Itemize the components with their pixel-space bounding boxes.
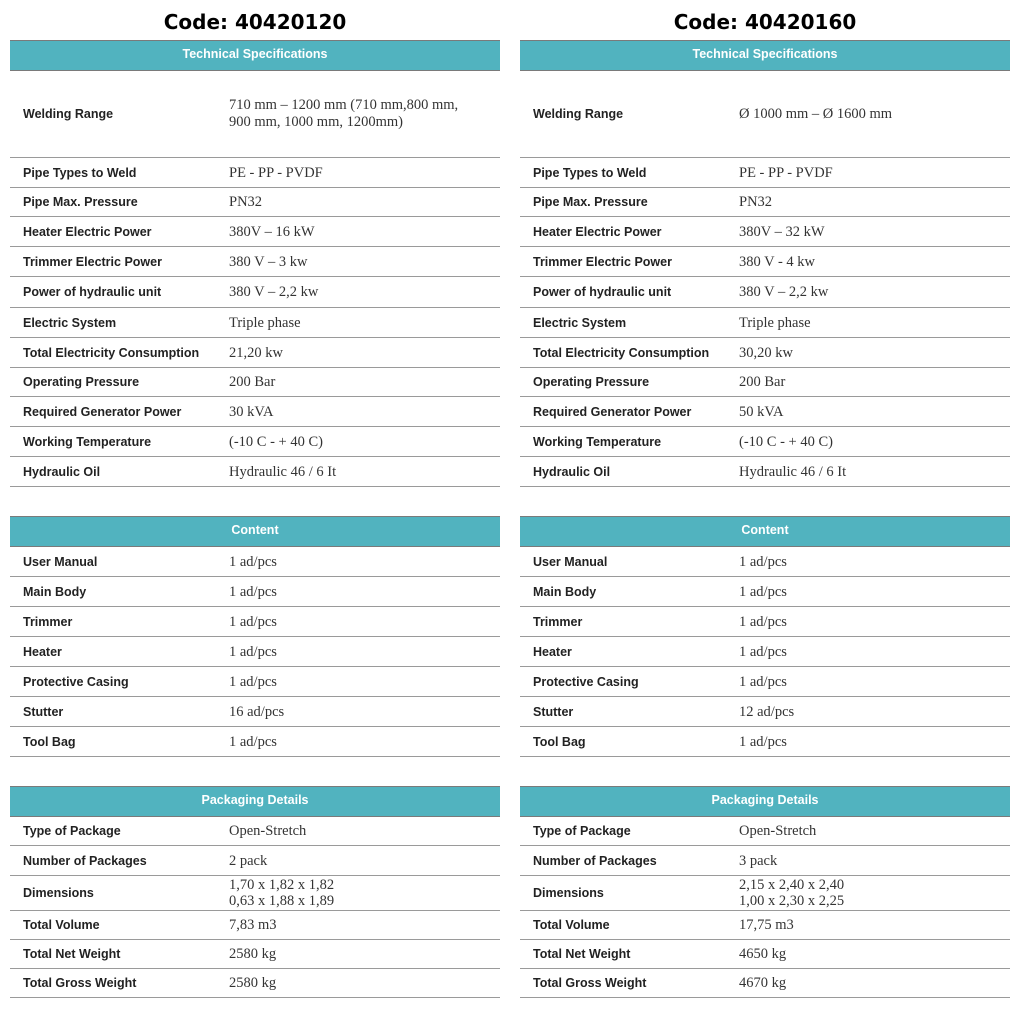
row-label: Tool Bag (23, 734, 76, 749)
table-row (10, 247, 500, 277)
row-label: Total Electricity Consumption (23, 345, 200, 360)
table-row (520, 397, 1010, 427)
table-row (10, 876, 500, 911)
row-value: PE - PP - PVDF (229, 164, 323, 181)
table-row (520, 247, 1010, 277)
row-label: Trimmer (23, 614, 73, 629)
table-row (10, 697, 500, 727)
row-value: 2580 kg (229, 975, 277, 991)
table-row (10, 277, 500, 308)
row-value: 1 ad/pcs (229, 613, 277, 630)
table-row (520, 547, 1010, 577)
row-value: 1 ad/pcs (229, 733, 277, 750)
product-column-left (10, 0, 500, 998)
row-value: 200 Bar (739, 374, 786, 390)
row-value: 4650 kg (739, 946, 787, 962)
row-value: (-10 C - + 40 C) (229, 433, 323, 450)
row-label: Protective Casing (533, 674, 639, 689)
row-label: Heater (533, 644, 572, 659)
row-label: Pipe Types to Weld (533, 165, 647, 180)
table-row (10, 308, 500, 338)
row-value: 21,20 kw (229, 344, 283, 361)
row-value: 1 ad/pcs (739, 583, 787, 600)
row-label: Type of Package (533, 824, 631, 838)
table-row (10, 457, 500, 486)
table-row (520, 876, 1010, 911)
row-label: Type of Package (23, 824, 121, 838)
row-value: Hydraulic 46 / 6 It (229, 463, 337, 480)
table-row (10, 71, 500, 158)
row-label: Protective Casing (23, 674, 129, 689)
row-value-line: 0,63 x 1,88 x 1,89 (229, 893, 335, 909)
table-row (10, 427, 500, 457)
section-header: Packaging Details (520, 786, 1010, 817)
table-row (520, 158, 1010, 188)
table-row (520, 637, 1010, 667)
row-label: Pipe Max. Pressure (533, 195, 648, 209)
row-label: Trimmer Electric Power (533, 254, 672, 269)
row-label: Hydraulic Oil (23, 464, 101, 479)
row-value-line: 1,70 x 1,82 x 1,82 (229, 877, 335, 893)
row-value: Open-Stretch (229, 823, 307, 839)
row-value (229, 877, 500, 909)
row-label: Main Body (23, 584, 87, 599)
row-value: 30 kVA (229, 403, 274, 420)
table-row (10, 911, 500, 940)
table-row (520, 188, 1010, 217)
row-label: Working Temperature (533, 434, 662, 449)
table-row (10, 667, 500, 697)
section-header: Content (520, 516, 1010, 547)
table-row (520, 817, 1010, 846)
section-header: Technical Specifications (10, 40, 500, 71)
tech-spec-table (10, 40, 500, 487)
row-label: Working Temperature (23, 434, 152, 449)
row-label: Operating Pressure (533, 375, 650, 389)
row-value: 2 pack (229, 852, 268, 869)
row-label: Trimmer Electric Power (23, 254, 162, 269)
row-label: Dimensions (533, 886, 604, 900)
table-row (520, 577, 1010, 607)
row-value: 1 ad/pcs (739, 733, 787, 750)
row-value: 380V – 16 kW (229, 223, 315, 240)
table-row (520, 277, 1010, 308)
row-label: Total Volume (23, 918, 100, 932)
row-value: Triple phase (229, 314, 301, 331)
row-label: Heater (23, 644, 62, 659)
table-row (520, 71, 1010, 158)
packaging-table (520, 786, 1010, 998)
row-value: Ø 1000 mm – Ø 1600 mm (739, 105, 893, 122)
table-row (520, 217, 1010, 247)
table-row (520, 667, 1010, 697)
row-label: Total Net Weight (533, 947, 631, 961)
row-label: Tool Bag (533, 734, 586, 749)
row-value: 380 V – 2,2 kw (229, 284, 319, 300)
table-row (10, 188, 500, 217)
row-value: 16 ad/pcs (229, 703, 285, 720)
table-row (10, 969, 500, 997)
row-value: 12 ad/pcs (739, 703, 795, 720)
product-column-right (520, 0, 1010, 998)
section-header: Technical Specifications (520, 40, 1010, 71)
row-label: Hydraulic Oil (533, 464, 611, 479)
row-label: Main Body (533, 584, 597, 599)
table-row (10, 637, 500, 667)
table-row (10, 158, 500, 188)
table-row (520, 697, 1010, 727)
row-value: Triple phase (739, 314, 811, 331)
row-label: Heater Electric Power (23, 224, 152, 239)
row-value: 710 mm – 1200 mm (710 mm,800 mm, 900 mm, 1000 mm, 1200mm) (229, 97, 459, 130)
table-row (520, 457, 1010, 486)
row-value: (-10 C - + 40 C) (739, 433, 833, 450)
row-value (739, 877, 1010, 909)
row-label: User Manual (23, 554, 98, 569)
row-label: Trimmer (533, 614, 583, 629)
table-row (10, 607, 500, 637)
row-label: Power of hydraulic unit (23, 285, 162, 299)
row-label: Total Gross Weight (23, 976, 137, 990)
table-row (520, 727, 1010, 756)
row-value: 50 kVA (739, 403, 784, 420)
row-value-line: 1,00 x 2,30 x 2,25 (739, 893, 845, 909)
row-value: 1 ad/pcs (739, 613, 787, 630)
row-label: Welding Range (23, 107, 114, 121)
table-row (520, 940, 1010, 969)
row-label: Total Net Weight (23, 947, 121, 961)
row-label: Number of Packages (23, 853, 147, 868)
product-code-title: Code: 40420120 (163, 10, 347, 34)
row-value: PN32 (739, 194, 773, 210)
table-row (10, 397, 500, 427)
row-label: Total Electricity Consumption (533, 345, 710, 360)
table-row (520, 969, 1010, 997)
row-value-line: 2,15 x 2,40 x 2,40 (739, 877, 845, 893)
row-value: 380 V - 4 kw (739, 253, 815, 270)
table-row (520, 846, 1010, 876)
table-row (520, 427, 1010, 457)
table-row (520, 368, 1010, 397)
row-value: PE - PP - PVDF (739, 164, 833, 181)
row-label: Required Generator Power (533, 404, 692, 419)
row-value: PN32 (229, 194, 263, 210)
row-label: Heater Electric Power (533, 224, 662, 239)
row-label: Stutter (23, 704, 64, 719)
table-row (10, 940, 500, 969)
row-value: 7,83 m3 (229, 917, 277, 933)
row-label: Power of hydraulic unit (533, 285, 672, 299)
table-row (520, 308, 1010, 338)
row-label: Total Gross Weight (533, 976, 647, 990)
row-value: 4670 kg (739, 975, 787, 991)
section-header: Packaging Details (10, 786, 500, 817)
row-value: Hydraulic 46 / 6 It (739, 463, 847, 480)
row-value: 1 ad/pcs (739, 643, 787, 660)
product-code-title: Code: 40420160 (673, 10, 857, 34)
row-value: 1 ad/pcs (739, 673, 787, 690)
row-label: Operating Pressure (23, 375, 140, 389)
table-row (10, 727, 500, 756)
row-label: Pipe Types to Weld (23, 165, 137, 180)
tech-spec-table (520, 40, 1010, 487)
row-label: Stutter (533, 704, 574, 719)
row-value: Open-Stretch (739, 823, 817, 839)
row-value: 30,20 kw (739, 344, 793, 361)
row-value: 380V – 32 kW (739, 223, 825, 240)
row-label: Pipe Max. Pressure (23, 195, 138, 209)
row-label: Number of Packages (533, 853, 657, 868)
row-value: 17,75 m3 (739, 917, 794, 933)
table-row (10, 547, 500, 577)
table-row (10, 338, 500, 368)
packaging-table (10, 786, 500, 998)
row-label: User Manual (533, 554, 608, 569)
row-value: 1 ad/pcs (229, 553, 277, 570)
row-label: Welding Range (533, 107, 624, 121)
row-value: 2580 kg (229, 946, 277, 962)
table-row (520, 911, 1010, 940)
row-label: Total Volume (533, 918, 610, 932)
row-label: Required Generator Power (23, 404, 182, 419)
row-value: 1 ad/pcs (229, 583, 277, 600)
content-table (520, 516, 1010, 757)
table-row (520, 607, 1010, 637)
row-value: 1 ad/pcs (739, 553, 787, 570)
row-value: 380 V – 2,2 kw (739, 284, 829, 300)
row-value: 1 ad/pcs (229, 643, 277, 660)
row-value: 380 V – 3 kw (229, 253, 308, 270)
table-row (10, 368, 500, 397)
row-label: Dimensions (23, 886, 94, 900)
table-row (10, 217, 500, 247)
section-header: Content (10, 516, 500, 547)
row-label: Electric System (23, 315, 117, 330)
table-row (10, 817, 500, 846)
row-value: 3 pack (739, 852, 778, 869)
content-table (10, 516, 500, 757)
table-row (10, 846, 500, 876)
table-row (520, 338, 1010, 368)
table-row (10, 577, 500, 607)
row-value: 200 Bar (229, 374, 276, 390)
row-label: Electric System (533, 315, 627, 330)
row-value: 1 ad/pcs (229, 673, 277, 690)
